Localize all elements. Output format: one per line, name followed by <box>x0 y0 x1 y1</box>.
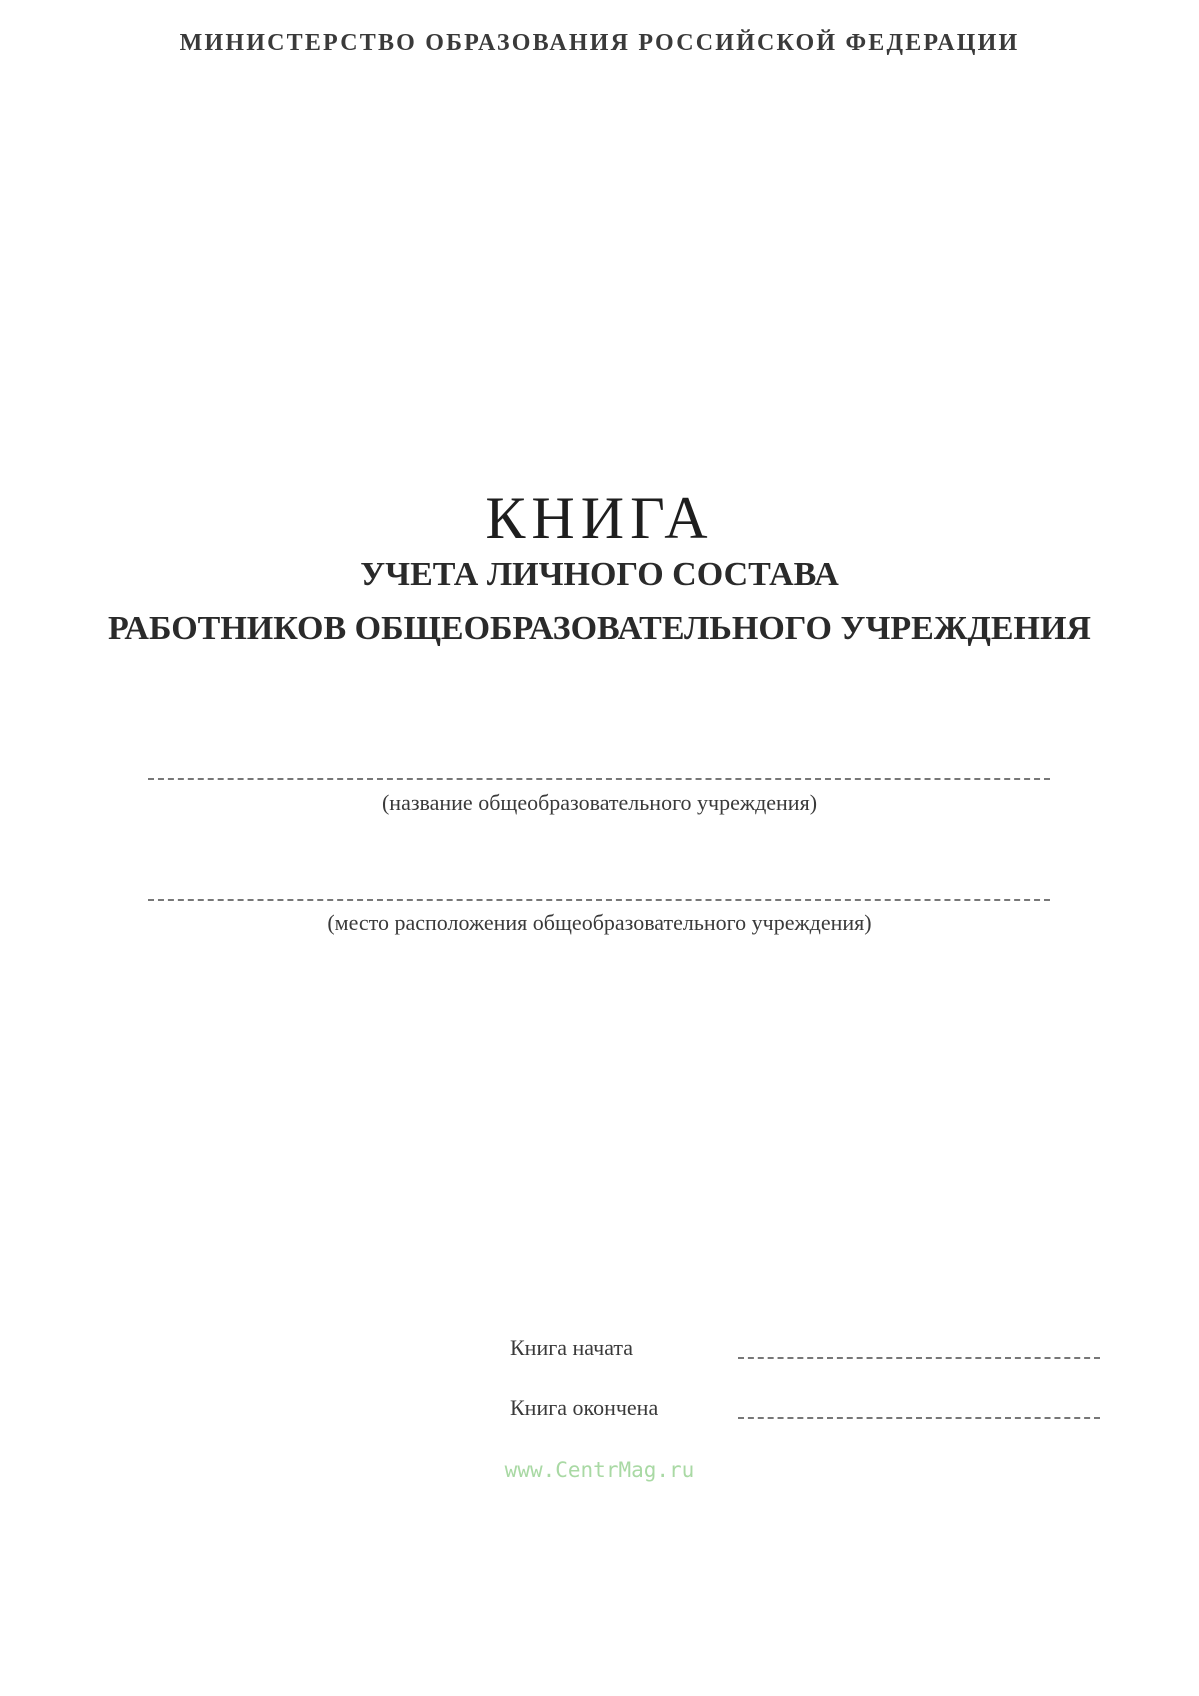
book-started-blank-line <box>738 1357 1100 1359</box>
institution-location-blank-line <box>148 899 1050 901</box>
book-finished-row <box>510 1395 1100 1425</box>
watermark: www.CentrMag.ru <box>504 1458 695 1482</box>
institution-location-caption: (место расположения общеобразовательного учреждения) <box>327 910 872 935</box>
book-finished-label: Книга окончена <box>510 1395 659 1420</box>
document-subtitle-line-2: РАБОТНИКОВ ОБЩЕОБРАЗОВАТЕЛЬНОГО УЧРЕЖДЕНИЯ <box>108 610 1091 647</box>
ministry-header: МИНИСТЕРСТВО ОБРАЗОВАНИЯ РОССИЙСКОЙ ФЕДЕРАЦИИ <box>179 30 1020 56</box>
document-title: КНИГА <box>485 485 714 551</box>
book-started-label: Книга начата <box>510 1335 634 1360</box>
book-finished-blank-line <box>738 1417 1100 1419</box>
institution-name-blank-line <box>148 778 1050 780</box>
book-started-row <box>510 1335 1100 1365</box>
institution-name-caption: (название общеобразовательного учреждения) <box>381 790 818 815</box>
document-subtitle-line-1: УЧЕТА ЛИЧНОГО СОСТАВА <box>360 556 839 593</box>
